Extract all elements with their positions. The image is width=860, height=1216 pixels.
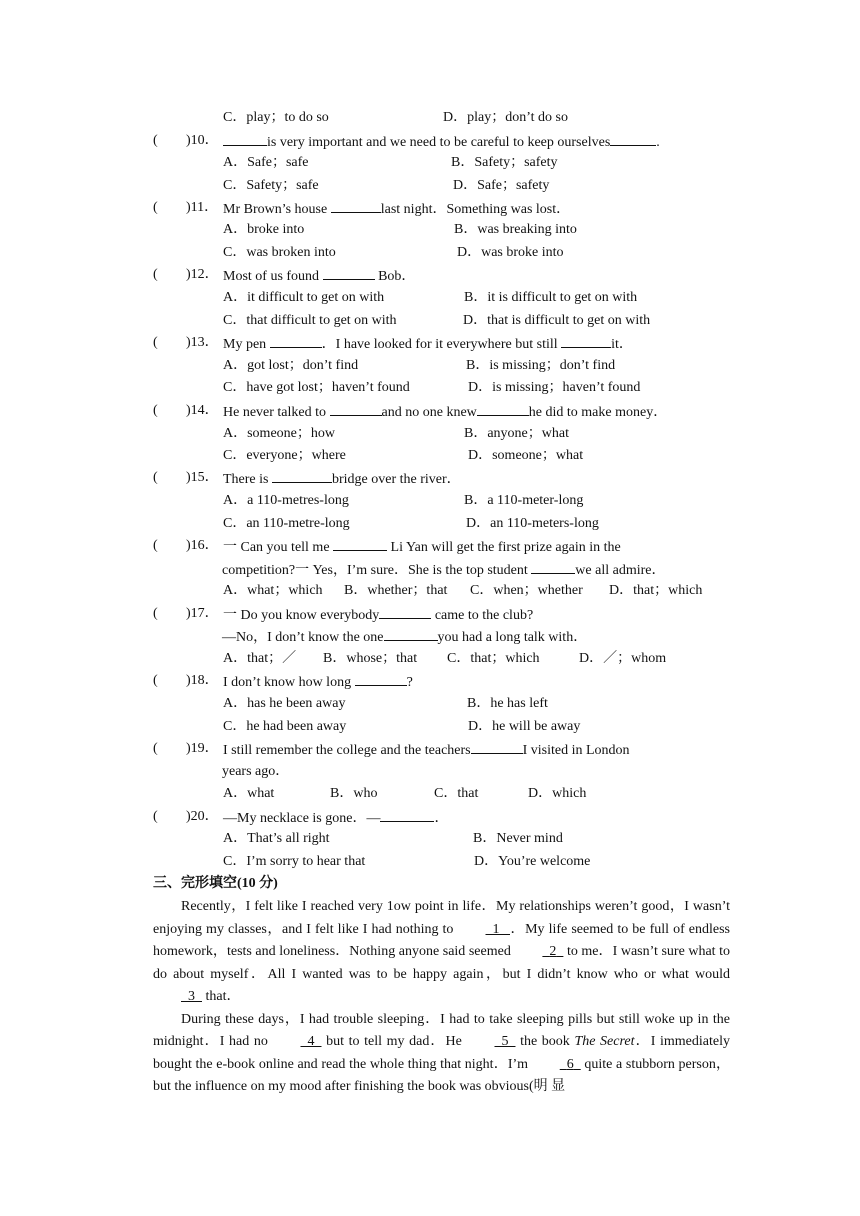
option-d: D．is missing；haven’t found xyxy=(468,380,641,395)
option-b: B．a 110-meter-long xyxy=(464,493,584,508)
section-heading: 三、完形填空(10 分) xyxy=(153,876,278,891)
option-c: C．everyone；where xyxy=(223,448,346,463)
passage-paragraph-1: Recently，I felt like I reached very 1ow point in life．My relationships weren’t good，I wasn’t enjoying my classes，and I felt like I had nothing to 1 ．My life seemed to be full of endless homework，tests and loneliness．Nothing anyone said seemed 2 to me．I wasn’t sure what to do about myself．All I wanted was to be happy again，but I didn’t know who or what would 3 that． xyxy=(153,896,730,1009)
question-number: )20． xyxy=(186,809,219,824)
option-c: C．I’m sorry to hear that xyxy=(223,854,366,869)
book-title: The Secret xyxy=(574,1034,635,1049)
option-a: A．broke into xyxy=(223,222,305,237)
option-a: A．what；which xyxy=(223,583,323,598)
q9-option-c: C．play；to do so xyxy=(223,110,329,125)
option-b: B．Safety；safety xyxy=(451,155,558,170)
question-stem: is very important and we need to be careful to keep ourselves . xyxy=(223,132,660,152)
option-d: D．／；whom xyxy=(579,651,667,666)
option-d: D．that is difficult to get on with xyxy=(463,313,651,328)
question-stem: There is bridge over the river． xyxy=(223,469,461,489)
option-a: A．someone；how xyxy=(223,426,335,441)
option-b: B．whose；that xyxy=(323,651,418,666)
question-stem: I don’t know how long ? xyxy=(223,672,413,692)
option-d: D．he will be away xyxy=(468,719,581,734)
question-stem-line1: I still remember the college and the teachers I visited in London xyxy=(223,740,630,760)
question-stem: Most of us found Bob． xyxy=(223,266,415,286)
passage-paragraph-2: During these days，I had trouble sleeping．I had to take sleeping pills but still woke up in the midnight．I had no 4 but to tell my dad．He 5 the book The Secret．I immediately bought the e-book online and read the whole thing that night．I’m 6 quite a stubborn person， but the influence on my mood after finishing the book was obvious(明 显 xyxy=(153,1011,731,1094)
option-b: B．it is difficult to get on with xyxy=(464,290,638,305)
question-stem: My pen ．I have looked for it everywhere but still it． xyxy=(223,334,633,354)
question-number: )11． xyxy=(186,200,219,215)
option-a: A．Safe；safe xyxy=(223,155,309,170)
question-stem-line2: —No，I don’t know the one you had a long talk with． xyxy=(222,627,587,647)
answer-paren: ( xyxy=(153,538,158,553)
option-a: A．has he been away xyxy=(223,696,346,711)
option-a: A．a 110-metres-long xyxy=(223,493,349,508)
answer-paren: ( xyxy=(153,741,158,756)
option-c: C．was broken into xyxy=(223,245,336,260)
option-c: C．that；which xyxy=(447,651,540,666)
option-a: A．That’s all right xyxy=(223,831,330,846)
option-c: C．when；whether xyxy=(470,583,583,598)
option-c: C．that difficult to get on with xyxy=(223,313,397,328)
answer-paren: ( xyxy=(153,673,158,688)
blank-5: 5 xyxy=(501,1034,509,1049)
blank-2: 2 xyxy=(549,944,557,959)
blank-4: 4 xyxy=(307,1034,315,1049)
option-a: A．it difficult to get on with xyxy=(223,290,385,305)
option-b: B．he has left xyxy=(467,696,548,711)
q9-option-d: D．play；don’t do so xyxy=(443,110,568,125)
option-d: D．that；which xyxy=(609,583,703,598)
option-d: D．someone；what xyxy=(468,448,584,463)
question-number: )10． xyxy=(186,133,219,148)
option-d: D．You’re welcome xyxy=(474,854,591,869)
option-b: B．anyone；what xyxy=(464,426,569,441)
question-number: )12． xyxy=(186,267,219,282)
answer-paren: ( xyxy=(153,403,158,418)
question-number: )19． xyxy=(186,741,219,756)
question-stem-line2: years ago． xyxy=(222,764,290,779)
option-b: B．who xyxy=(330,786,378,801)
option-b: B．Never mind xyxy=(473,831,563,846)
answer-paren: ( xyxy=(153,267,158,282)
option-d: D．Safe；safety xyxy=(453,178,550,193)
answer-paren: ( xyxy=(153,335,158,350)
question-number: )14． xyxy=(186,403,219,418)
option-d: D．was broke into xyxy=(457,245,564,260)
question-number: )13． xyxy=(186,335,219,350)
answer-paren: ( xyxy=(153,133,158,148)
option-d: D．which xyxy=(528,786,587,801)
option-d: D．an 110-meters-long xyxy=(466,516,599,531)
answer-paren: ( xyxy=(153,809,158,824)
question-number: )18． xyxy=(186,673,219,688)
option-a: A．that；／ xyxy=(223,651,297,666)
question-stem-line1: 一 Do you know everybody came to the club? xyxy=(223,605,533,625)
blank-3: 3 xyxy=(188,989,195,1004)
question-stem-line2: competition?一 Yes，I’m sure．She is the top student we all admire． xyxy=(222,560,665,580)
question-stem: —My necklace is gone．— ． xyxy=(223,808,448,828)
answer-paren: ( xyxy=(153,606,158,621)
option-c: C．that xyxy=(434,786,479,801)
option-b: B．whether；that xyxy=(344,583,448,598)
option-b: B．was breaking into xyxy=(454,222,577,237)
option-c: C．he had been away xyxy=(223,719,347,734)
option-b: B．is missing；don’t find xyxy=(466,358,616,373)
option-a: A．what xyxy=(223,786,275,801)
option-c: C．an 110-metre-long xyxy=(223,516,350,531)
question-stem: Mr Brown’s house last night．Something was lost． xyxy=(223,199,570,219)
cloze-passage xyxy=(153,896,730,1099)
question-number: )16． xyxy=(186,538,219,553)
blank-6: 6 xyxy=(566,1056,574,1072)
question-stem: He never talked to and no one knew he did to make money． xyxy=(223,402,667,422)
option-a: A．got lost；don’t find xyxy=(223,358,359,373)
question-stem-line1: 一 Can you tell me Li Yan will get the first prize again in the xyxy=(223,537,621,557)
question-number: )17． xyxy=(186,606,219,621)
option-c: C．have got lost；haven’t found xyxy=(223,380,410,395)
question-number: )15． xyxy=(186,470,219,485)
option-c: C．Safety；safe xyxy=(223,178,319,193)
answer-paren: ( xyxy=(153,470,158,485)
answer-paren: ( xyxy=(153,200,158,215)
blank-1: 1 xyxy=(492,921,500,937)
